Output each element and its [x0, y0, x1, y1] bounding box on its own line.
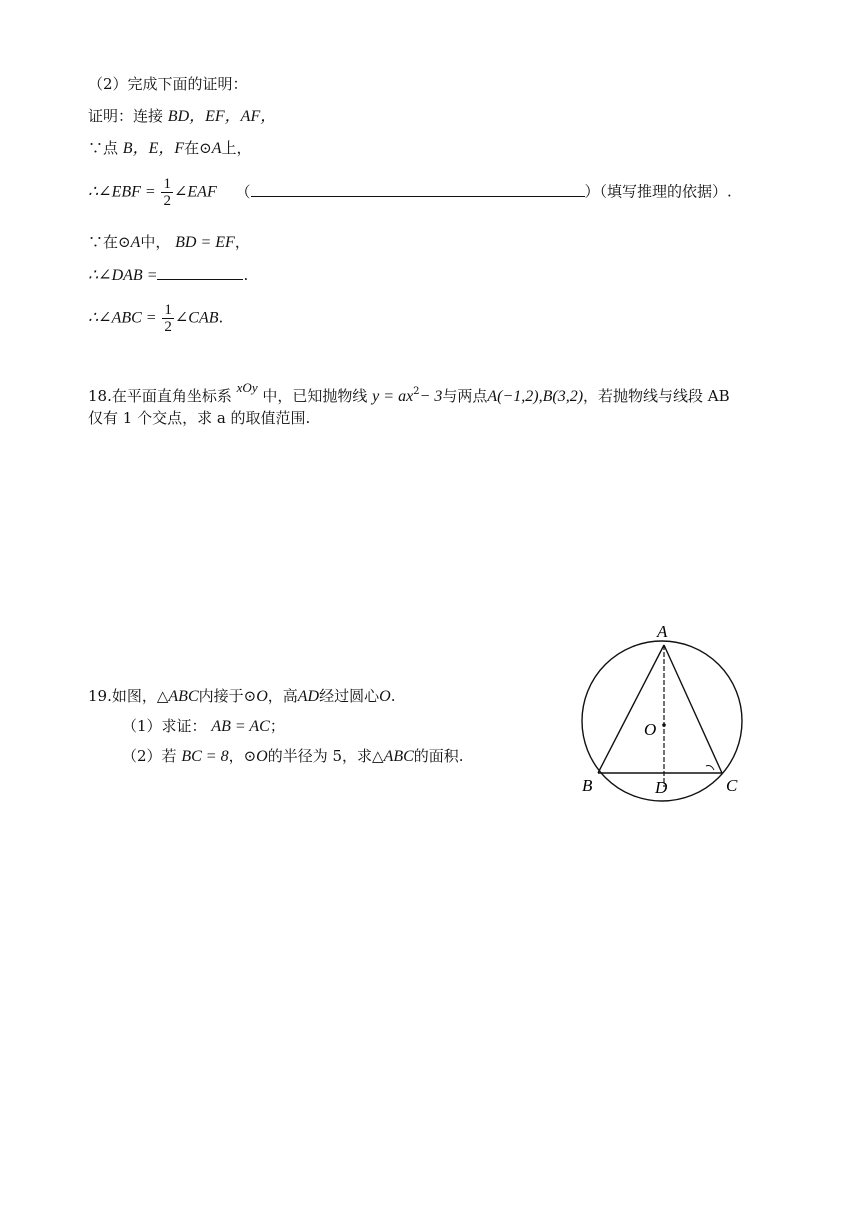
q19-sub-2-end: 的面积. — [413, 747, 464, 765]
q19-sub-2-abc: ABC — [383, 748, 414, 765]
proof-step-4-mid: 中， — [140, 233, 171, 251]
fraction-half-2 — [162, 302, 174, 335]
q19-text-a: 如图，△ — [111, 687, 169, 705]
q19-abc: ABC — [168, 688, 199, 705]
q18-equation-lhs: y = ax — [372, 388, 414, 405]
proof-step-4-circle: A — [130, 234, 141, 251]
q18-text-d: ，若抛物线与线段 AB — [583, 387, 730, 405]
q18-equation-rhs: − 3 — [419, 388, 443, 405]
proof-step-4-eq: BD = EF — [175, 234, 235, 251]
q18-text-b: 中，已知抛物线 — [262, 387, 368, 405]
side-ac — [664, 645, 722, 773]
label-a: A — [657, 622, 668, 641]
side-ab — [598, 645, 664, 773]
fraction-den: 2 — [164, 319, 172, 335]
proof-step-4-end: ， — [234, 233, 250, 251]
q18-number: 18. — [88, 387, 112, 405]
q18-text-a: 在平面直角坐标系 — [111, 387, 232, 405]
q19-sub-2-label: （2）若 — [122, 747, 177, 765]
q19-sub-1 — [122, 716, 285, 737]
proof-step-2-because: ∵点 — [88, 139, 119, 157]
label-c: C — [726, 776, 738, 795]
q18-line-2-text: 仅有 1 个交点，求 a 的取值范围. — [88, 409, 311, 427]
reason-paren-open: （ — [235, 182, 251, 201]
proof-step-1-items: BD，EF，AF， — [167, 108, 277, 125]
angle-mark-c — [706, 766, 714, 771]
proof-step-2 — [88, 138, 252, 159]
proof-step-2-end: 上， — [221, 139, 252, 157]
proof-step-5-end: . — [243, 266, 249, 284]
q19-o2: O — [379, 688, 391, 705]
reason-paren-close: ）（填写推理的依据）. — [584, 182, 732, 201]
circumcircle — [582, 641, 742, 801]
proof-step-6-lhs: ∴∠ABC = — [88, 309, 157, 327]
q19-sub-2-eq: BC = 8 — [181, 748, 229, 765]
part2-title-text: （2）完成下面的证明： — [88, 75, 248, 93]
q19-sub-2 — [122, 746, 464, 767]
label-o: O — [644, 720, 657, 739]
part2-title — [88, 74, 248, 94]
q18-xoy: xOy — [236, 380, 258, 395]
q19-sub-2-mid: ，⊙ — [228, 747, 257, 765]
q19-sub-1-label: （1）求证： — [122, 717, 207, 735]
q18-points: A(−1,2),B(3,2) — [487, 388, 584, 405]
proof-step-6-rhs: ∠CAB — [174, 309, 219, 327]
q19-sub-1-end: ； — [269, 717, 285, 735]
proof-step-4 — [88, 232, 250, 253]
q19-o1: O — [256, 688, 268, 705]
fraction-num: 1 — [163, 176, 171, 192]
q19-ad: AD — [297, 688, 320, 705]
proof-step-5-lhs: ∴∠DAB = — [88, 267, 158, 284]
proof-step-3 — [88, 176, 732, 209]
proof-step-6-end: . — [218, 308, 224, 327]
proof-step-2-on: 在⊙ — [184, 139, 212, 157]
q19-text-b: 内接于⊙ — [198, 687, 257, 705]
proof-step-3-lhs: ∴∠EBF = — [88, 183, 156, 201]
center-o-dot — [662, 723, 666, 727]
proof-step-1 — [88, 106, 276, 127]
triangle-circle-figure — [570, 615, 770, 815]
proof-step-2-points: B，E，F — [122, 140, 185, 157]
angle-blank[interactable] — [157, 265, 243, 280]
q19-sub-2-o: O — [256, 748, 268, 765]
q18-text-c: 与两点 — [442, 387, 488, 405]
proof-step-2-circle: A — [211, 140, 222, 157]
q19-sub-1-eq: AB = AC — [211, 718, 270, 735]
label-b: B — [582, 776, 593, 795]
q19-stem — [88, 686, 395, 707]
proof-step-6 — [88, 302, 223, 335]
fraction-den: 2 — [163, 193, 171, 209]
proof-step-3-rhs: ∠EAF — [173, 183, 217, 201]
q19-number: 19. — [88, 687, 112, 705]
q19-text-d: 经过圆心 — [319, 687, 380, 705]
q19-text-c: ，高 — [267, 687, 298, 705]
proof-step-1-prefix: 证明：连接 — [88, 107, 164, 125]
q19-sub-2-text: 的半径为 5，求△ — [267, 747, 384, 765]
proof-step-4-because: ∵在⊙ — [88, 233, 131, 251]
reason-blank[interactable] — [251, 182, 585, 197]
proof-step-5 — [88, 265, 248, 286]
q18-equation-exponent: 2 — [413, 386, 420, 397]
q19-text-e: . — [390, 687, 396, 705]
fraction-num: 1 — [164, 302, 172, 318]
fraction-half-1 — [161, 176, 173, 209]
label-d: D — [655, 778, 668, 797]
q18-line-1 — [88, 378, 730, 407]
q18-line-2 — [88, 408, 310, 428]
